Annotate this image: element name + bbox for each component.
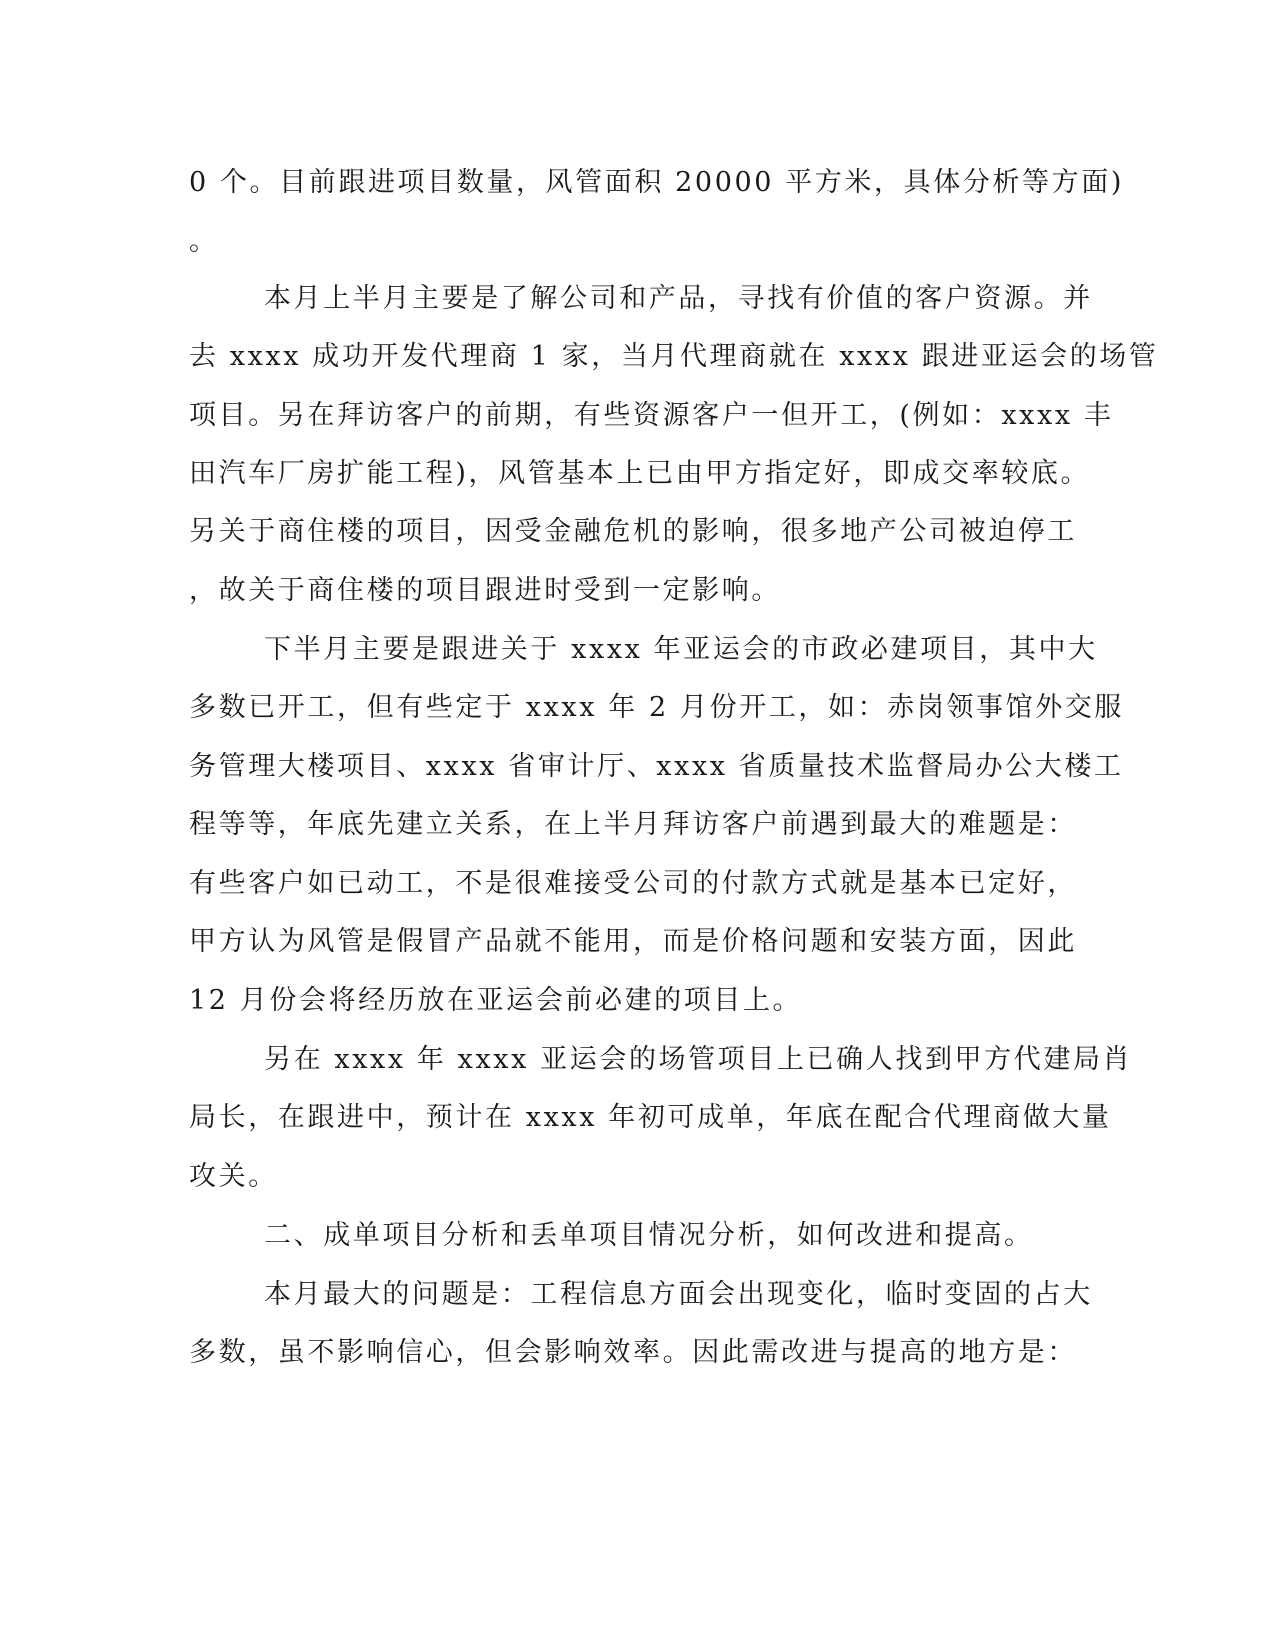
paragraph-first-line: 本月最大的问题是：工程信息方面会出现变化，临时变固的占大 bbox=[264, 1279, 1093, 1310]
paragraph-first-line: 另在 xxxx 年 xxxx 亚运会的场管项目上已确人找到甲方代建局肖 bbox=[264, 1044, 1133, 1075]
paragraph-first-line: 本月上半月主要是了解公司和产品，寻找有价值的客户资源。并 bbox=[264, 283, 1093, 314]
section-heading: 二、成单项目分析和丢单项目情况分析，如何改进和提高。 bbox=[264, 1220, 1034, 1251]
text-line: 程等等，年底先建立关系，在上半月拜访客户前遇到最大的难题是： bbox=[189, 809, 1077, 840]
text-line: 务管理大楼项目、xxxx 省审计厅、xxxx 省质量技术监督局办公大楼工 bbox=[189, 751, 1124, 782]
text-line: 田汽车厂房扩能工程)，风管基本上已由甲方指定好，即成交率较底。 bbox=[189, 458, 1091, 489]
text-line: 去 xxxx 成功开发代理商 1 家，当月代理商就在 xxxx 跟进亚运会的场管 bbox=[189, 341, 1159, 372]
text-line: 攻关。 bbox=[189, 1161, 278, 1192]
text-line: 局长，在跟进中，预计在 xxxx 年初可成单，年底在配合代理商做大量 bbox=[189, 1102, 1112, 1133]
text-line: 甲方认为风管是假冒产品就不能用，而是价格问题和安装方面，因此 bbox=[189, 926, 1077, 957]
text-line: 多数，虽不影响信心，但会影响效率。因此需改进与提高的地方是： bbox=[189, 1337, 1077, 1368]
paragraph-first-line: 下半月主要是跟进关于 xxxx 年亚运会的市政必建项目，其中大 bbox=[264, 634, 1098, 665]
text-line: 。 bbox=[189, 226, 219, 257]
text-line: 12 月份会将经历放在亚运会前必建的项目上。 bbox=[189, 985, 803, 1016]
text-line: 有些客户如已动工，不是很难接受公司的付款方式就是基本已定好， bbox=[189, 868, 1077, 899]
text-line: 多数已开工，但有些定于 xxxx 年 2 月份开工，如：赤岗领事馆外交服 bbox=[189, 692, 1125, 723]
text-line: 另关于商住楼的项目，因受金融危机的影响，很多地产公司被迫停工 bbox=[189, 516, 1077, 547]
text-line: ，故关于商住楼的项目跟进时受到一定影响。 bbox=[189, 575, 781, 606]
text-line: 项目。另在拜访客户的前期，有些资源客户一但开工，(例如：xxxx 丰 bbox=[189, 400, 1114, 431]
text-line: 0 个。目前跟进项目数量，风管面积 20000 平方米，具体分析等方面) bbox=[189, 167, 1124, 198]
